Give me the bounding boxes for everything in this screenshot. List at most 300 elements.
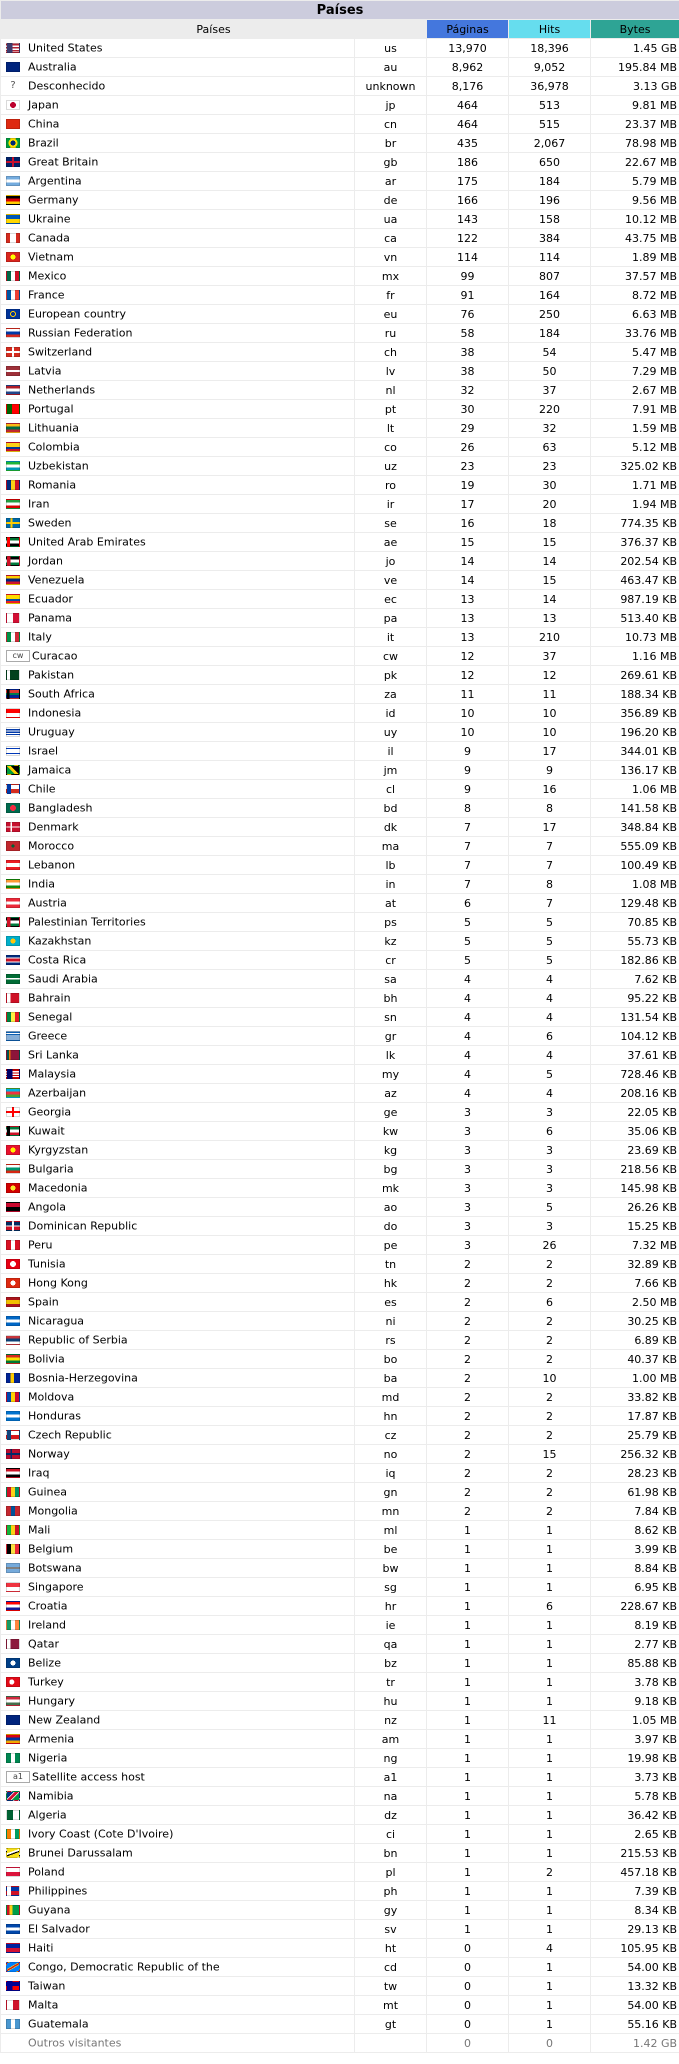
flag-ca-icon [6, 233, 20, 243]
column-header-countries: Países [1, 20, 427, 39]
country-code: no [355, 1445, 427, 1464]
country-code: a1 [355, 1768, 427, 1787]
pages-value: 3 [427, 1236, 509, 1255]
country-cell [1, 248, 355, 267]
bytes-value: 463.47 KB [591, 571, 679, 590]
flag-no-icon [6, 1449, 20, 1459]
flag-bw-icon [6, 1563, 20, 1573]
table-row [1, 1654, 679, 1673]
hits-value: 2 [509, 1863, 591, 1882]
country-cell [1, 1141, 355, 1160]
pages-value: 14 [427, 571, 509, 590]
country-cell [1, 438, 355, 457]
hits-value: 515 [509, 115, 591, 134]
bytes-value: 2.77 KB [591, 1635, 679, 1654]
hits-value: 2 [509, 1426, 591, 1445]
country-cell [1, 514, 355, 533]
hits-value: 1 [509, 1616, 591, 1635]
country-name: European country [28, 307, 126, 321]
table-row [1, 1179, 679, 1198]
table-row [1, 248, 679, 267]
country-cell [1, 153, 355, 172]
country-cell [1, 229, 355, 248]
flag-unknown-icon: ? [10, 80, 16, 92]
table-row [1, 438, 679, 457]
flag-vn-icon [6, 252, 20, 262]
table-row [1, 381, 679, 400]
country-name: Tunisia [28, 1257, 66, 1271]
hits-value: 8 [509, 875, 591, 894]
others-row [1, 2034, 679, 2053]
country-name: Satellite access host [32, 1770, 145, 1784]
table-row [1, 1084, 679, 1103]
country-cell [1, 1521, 355, 1540]
flag-tn-icon [6, 1259, 20, 1269]
country-cell [1, 1255, 355, 1274]
bytes-value: 196.20 KB [591, 723, 679, 742]
others-pages: 0 [427, 2034, 509, 2053]
bytes-value: 43.75 MB [591, 229, 679, 248]
country-code: za [355, 685, 427, 704]
country-code: ge [355, 1103, 427, 1122]
bytes-value: 215.53 KB [591, 1844, 679, 1863]
table-row [1, 856, 679, 875]
bytes-value: 2.50 MB [591, 1293, 679, 1312]
country-code: ve [355, 571, 427, 590]
country-code: pe [355, 1236, 427, 1255]
pages-value: 3 [427, 1122, 509, 1141]
country-code: ec [355, 590, 427, 609]
country-code: sg [355, 1578, 427, 1597]
country-code: ro [355, 476, 427, 495]
pages-value: 76 [427, 305, 509, 324]
flag-it-icon [6, 632, 20, 642]
pages-value: 9 [427, 780, 509, 799]
bytes-value: 54.00 KB [591, 1996, 679, 2015]
country-name: Palestinian Territories [28, 915, 146, 929]
country-code: br [355, 134, 427, 153]
country-cell [1, 1331, 355, 1350]
pages-value: 91 [427, 286, 509, 305]
hits-value: 5 [509, 1065, 591, 1084]
pages-value: 8 [427, 799, 509, 818]
country-code: ar [355, 172, 427, 191]
hits-value: 807 [509, 267, 591, 286]
table-row [1, 400, 679, 419]
country-code: lt [355, 419, 427, 438]
pages-value: 1 [427, 1692, 509, 1711]
table-row [1, 343, 679, 362]
country-code: unknown [355, 77, 427, 96]
country-code: cz [355, 1426, 427, 1445]
hits-value: 1 [509, 1768, 591, 1787]
hits-value: 164 [509, 286, 591, 305]
hits-value: 23 [509, 457, 591, 476]
country-code: sa [355, 970, 427, 989]
pages-value: 4 [427, 1008, 509, 1027]
country-code: ma [355, 837, 427, 856]
table-row [1, 324, 679, 343]
country-name: Kazakhstan [28, 934, 92, 948]
pages-value: 1 [427, 1825, 509, 1844]
table-row [1, 875, 679, 894]
country-name: Sri Lanka [28, 1048, 79, 1062]
flag-us-icon [6, 43, 20, 53]
bytes-value: 8.72 MB [591, 286, 679, 305]
country-name: Sweden [28, 516, 72, 530]
hits-value: 1 [509, 1825, 591, 1844]
country-code: kw [355, 1122, 427, 1141]
flag-hr-icon [6, 1601, 20, 1611]
bytes-value: 131.54 KB [591, 1008, 679, 1027]
country-code: ch [355, 343, 427, 362]
country-cell [1, 1198, 355, 1217]
flag-do-icon [6, 1221, 20, 1231]
pages-value: 1 [427, 1749, 509, 1768]
hits-value: 6 [509, 1027, 591, 1046]
table-row [1, 989, 679, 1008]
country-name: Guinea [28, 1485, 68, 1499]
table-row [1, 913, 679, 932]
country-name: Hong Kong [28, 1276, 88, 1290]
country-code: ao [355, 1198, 427, 1217]
country-code: au [355, 58, 427, 77]
flag-ph-icon [6, 1886, 20, 1896]
pages-value: 1 [427, 1844, 509, 1863]
country-name: Australia [28, 60, 77, 74]
country-name: Senegal [28, 1010, 73, 1024]
hits-value: 2 [509, 1350, 591, 1369]
bytes-value: 256.32 KB [591, 1445, 679, 1464]
country-cell [1, 875, 355, 894]
table-row [1, 571, 679, 590]
hits-value: 220 [509, 400, 591, 419]
bytes-value: 269.61 KB [591, 666, 679, 685]
flag-cw-icon: cw [6, 650, 30, 662]
hits-value: 1 [509, 1958, 591, 1977]
pages-value: 10 [427, 704, 509, 723]
country-name: Poland [28, 1865, 65, 1879]
pages-value: 2 [427, 1464, 509, 1483]
table-row [1, 1331, 679, 1350]
pages-value: 5 [427, 932, 509, 951]
country-cell [1, 476, 355, 495]
table-row [1, 1464, 679, 1483]
flag-ht-icon [6, 1943, 20, 1953]
flag-za-icon [6, 689, 20, 699]
country-name: Uruguay [28, 725, 75, 739]
pages-value: 2 [427, 1312, 509, 1331]
bytes-value: 10.73 MB [591, 628, 679, 647]
flag-pa-icon [6, 613, 20, 623]
country-name: Algeria [28, 1808, 67, 1822]
table-row [1, 609, 679, 628]
country-cell [1, 1065, 355, 1084]
country-name: Jamaica [28, 763, 72, 777]
country-name: Bolivia [28, 1352, 65, 1366]
country-cell [1, 1103, 355, 1122]
bytes-value: 70.85 KB [591, 913, 679, 932]
hits-value: 10 [509, 704, 591, 723]
country-code: pk [355, 666, 427, 685]
country-code: rs [355, 1331, 427, 1350]
hits-value: 26 [509, 1236, 591, 1255]
flag-ar-icon [6, 176, 20, 186]
country-name: Bulgaria [28, 1162, 74, 1176]
country-code: az [355, 1084, 427, 1103]
pages-value: 6 [427, 894, 509, 913]
country-name: Argentina [28, 174, 82, 188]
country-name: Turkey [28, 1675, 64, 1689]
bytes-value: 28.23 KB [591, 1464, 679, 1483]
country-name: Nigeria [28, 1751, 68, 1765]
bytes-value: 10.12 MB [591, 210, 679, 229]
bytes-value: 8.34 KB [591, 1901, 679, 1920]
country-name: Uzbekistan [28, 459, 89, 473]
table-row [1, 514, 679, 533]
country-cell [1, 1635, 355, 1654]
pages-value: 8,962 [427, 58, 509, 77]
country-cell [1, 1046, 355, 1065]
country-code: gy [355, 1901, 427, 1920]
table-body [1, 39, 679, 2034]
pages-value: 13 [427, 590, 509, 609]
pages-value: 1 [427, 1654, 509, 1673]
country-code: nl [355, 381, 427, 400]
flag-lk-icon [6, 1050, 20, 1060]
table-row [1, 780, 679, 799]
hits-value: 1 [509, 1578, 591, 1597]
country-name: Saudi Arabia [28, 972, 98, 986]
hits-value: 14 [509, 590, 591, 609]
bytes-value: 7.29 MB [591, 362, 679, 381]
country-cell [1, 1540, 355, 1559]
country-name: Netherlands [28, 383, 96, 397]
hits-value: 1 [509, 1882, 591, 1901]
bytes-value: 136.17 KB [591, 761, 679, 780]
pages-value: 3 [427, 1198, 509, 1217]
country-cell [1, 552, 355, 571]
country-name: New Zealand [28, 1713, 101, 1727]
flag-sn-icon [6, 1012, 20, 1022]
country-cell [1, 1236, 355, 1255]
flag-gr-icon [6, 1031, 20, 1041]
country-code: hr [355, 1597, 427, 1616]
table-row [1, 134, 679, 153]
pages-value: 7 [427, 875, 509, 894]
flag-cd-icon [6, 1962, 20, 1972]
flag-ci-icon [6, 1829, 20, 1839]
bytes-value: 8.84 KB [591, 1559, 679, 1578]
country-cell [1, 343, 355, 362]
country-code: my [355, 1065, 427, 1084]
flag-in-icon [6, 879, 20, 889]
hits-value: 4 [509, 970, 591, 989]
bytes-value: 7.39 KB [591, 1882, 679, 1901]
country-code: ua [355, 210, 427, 229]
country-cell [1, 1445, 355, 1464]
table-row [1, 77, 679, 96]
flag-ge-icon [6, 1107, 20, 1117]
country-cell [1, 1692, 355, 1711]
hits-value: 1 [509, 1920, 591, 1939]
country-name: Kyrgyzstan [28, 1143, 89, 1157]
pages-value: 11 [427, 685, 509, 704]
country-code: vn [355, 248, 427, 267]
country-code: cd [355, 1958, 427, 1977]
flag-il-icon [6, 746, 20, 756]
hits-value: 2 [509, 1312, 591, 1331]
country-cell [1, 1084, 355, 1103]
flag-lb-icon [6, 860, 20, 870]
bytes-value: 5.79 MB [591, 172, 679, 191]
country-code: ci [355, 1825, 427, 1844]
pages-value: 2 [427, 1483, 509, 1502]
others-code [355, 2034, 427, 2053]
country-code: ie [355, 1616, 427, 1635]
hits-value: 37 [509, 647, 591, 666]
pages-value: 2 [427, 1502, 509, 1521]
table-row [1, 704, 679, 723]
bytes-value: 19.98 KB [591, 1749, 679, 1768]
pages-value: 2 [427, 1407, 509, 1426]
bytes-value: 3.78 KB [591, 1673, 679, 1692]
country-cell [1, 2015, 355, 2034]
table-row [1, 495, 679, 514]
pages-value: 13 [427, 628, 509, 647]
table-row [1, 1198, 679, 1217]
table-row [1, 1217, 679, 1236]
country-cell [1, 704, 355, 723]
table-row [1, 1103, 679, 1122]
country-code: ir [355, 495, 427, 514]
hits-value: 16 [509, 780, 591, 799]
country-cell [1, 932, 355, 951]
country-cell [1, 1160, 355, 1179]
pages-value: 1 [427, 1863, 509, 1882]
country-name: Czech Republic [28, 1428, 112, 1442]
flag-gy-icon [6, 1905, 20, 1915]
flag-nz-icon [6, 1715, 20, 1725]
flag-ir-icon [6, 499, 20, 509]
table-row [1, 552, 679, 571]
country-name: Jordan [28, 554, 63, 568]
bytes-value: 182.86 KB [591, 951, 679, 970]
country-code: sv [355, 1920, 427, 1939]
bytes-value: 145.98 KB [591, 1179, 679, 1198]
flag-cn-icon [6, 119, 20, 129]
flag-a1-icon: a1 [6, 1771, 30, 1783]
country-code: qa [355, 1635, 427, 1654]
country-cell [1, 1806, 355, 1825]
country-name: Ireland [28, 1618, 67, 1632]
pages-value: 143 [427, 210, 509, 229]
table-title: Países [1, 1, 679, 20]
pages-value: 1 [427, 1578, 509, 1597]
hits-value: 1 [509, 1787, 591, 1806]
pages-value: 4 [427, 1065, 509, 1084]
hits-value: 13 [509, 609, 591, 628]
bytes-value: 513.40 KB [591, 609, 679, 628]
pages-value: 122 [427, 229, 509, 248]
pages-value: 13 [427, 609, 509, 628]
table-row [1, 457, 679, 476]
bytes-value: 1.59 MB [591, 419, 679, 438]
country-name: France [28, 288, 65, 302]
country-cell [1, 1768, 355, 1787]
country-cell [1, 1730, 355, 1749]
country-name: Panama [28, 611, 73, 625]
bytes-value: 6.95 KB [591, 1578, 679, 1597]
table-row [1, 628, 679, 647]
table-row [1, 1065, 679, 1084]
country-name: Desconhecido [28, 79, 106, 93]
pages-value: 3 [427, 1160, 509, 1179]
bytes-value: 33.76 MB [591, 324, 679, 343]
country-code: kz [355, 932, 427, 951]
country-name: Iran [28, 497, 50, 511]
flag-br-icon [6, 138, 20, 148]
hits-value: 15 [509, 1445, 591, 1464]
country-name: Romania [28, 478, 77, 492]
table-row [1, 172, 679, 191]
country-cell [1, 951, 355, 970]
table-row [1, 1350, 679, 1369]
hits-value: 37 [509, 381, 591, 400]
table-row [1, 1160, 679, 1179]
table-row [1, 1141, 679, 1160]
flag-pk-icon [6, 670, 20, 680]
bytes-value: 9.18 KB [591, 1692, 679, 1711]
table-row [1, 1673, 679, 1692]
country-name: Republic of Serbia [28, 1333, 128, 1347]
flag-dk-icon [6, 822, 20, 832]
country-cell [1, 590, 355, 609]
table-row [1, 1483, 679, 1502]
table-row [1, 837, 679, 856]
table-row [1, 590, 679, 609]
hits-value: 114 [509, 248, 591, 267]
pages-value: 166 [427, 191, 509, 210]
country-code: ht [355, 1939, 427, 1958]
flag-cl-icon [6, 784, 20, 794]
country-name: Brazil [28, 136, 59, 150]
hits-value: 1 [509, 1901, 591, 1920]
hits-value: 1 [509, 1730, 591, 1749]
pages-value: 4 [427, 989, 509, 1008]
flag-am-icon [6, 1734, 20, 1744]
flag-mx-icon [6, 271, 20, 281]
pages-value: 5 [427, 913, 509, 932]
country-name: Peru [28, 1238, 53, 1252]
country-cell [1, 1388, 355, 1407]
table-row [1, 1559, 679, 1578]
flag-bh-icon [6, 993, 20, 1003]
pages-value: 12 [427, 666, 509, 685]
pages-value: 26 [427, 438, 509, 457]
country-name: Belize [28, 1656, 61, 1670]
country-code: mk [355, 1179, 427, 1198]
country-code: nz [355, 1711, 427, 1730]
hits-value: 2 [509, 1274, 591, 1293]
hits-value: 1 [509, 1673, 591, 1692]
bytes-value: 1.89 MB [591, 248, 679, 267]
table-row [1, 267, 679, 286]
country-code: cn [355, 115, 427, 134]
flag-be-icon [6, 1544, 20, 1554]
country-cell [1, 1483, 355, 1502]
country-name: Norway [28, 1447, 70, 1461]
